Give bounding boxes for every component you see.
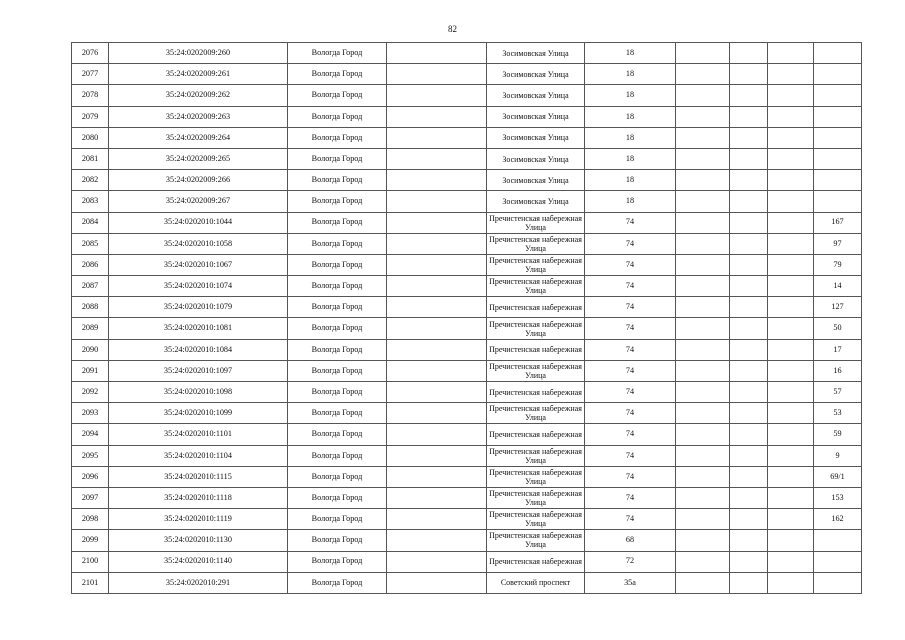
house-number-cell: 18 xyxy=(585,191,676,212)
table-row xyxy=(72,530,862,551)
empty-cell-cell xyxy=(730,43,768,64)
empty-cell-cell xyxy=(768,212,814,233)
empty-cell-cell xyxy=(676,509,730,530)
empty-cell-cell xyxy=(768,64,814,85)
house-number-cell: 18 xyxy=(585,64,676,85)
empty-cell-cell xyxy=(730,127,768,148)
apartment-number-cell: 153 xyxy=(814,487,862,508)
empty-cell-cell xyxy=(387,360,487,381)
house-number-cell: 74 xyxy=(585,487,676,508)
empty-cell-cell xyxy=(768,403,814,424)
empty-cell-cell xyxy=(768,191,814,212)
empty-cell-cell xyxy=(676,233,730,254)
row-number-cell: 2095 xyxy=(72,445,109,466)
city-cell: Вологда Город xyxy=(288,339,387,360)
row-number-cell: 2076 xyxy=(72,43,109,64)
empty-cell-cell xyxy=(676,339,730,360)
empty-cell-cell xyxy=(730,424,768,445)
city-cell: Вологда Город xyxy=(288,233,387,254)
row-number-cell: 2084 xyxy=(72,212,109,233)
street-cell: Пречистенская набережная Улица xyxy=(487,360,585,381)
empty-cell-cell xyxy=(387,445,487,466)
city-cell: Вологда Город xyxy=(288,254,387,275)
empty-cell-cell xyxy=(387,487,487,508)
row-number-cell: 2099 xyxy=(72,530,109,551)
cadastral-number-cell: 35:24:0202010:1118 xyxy=(109,487,288,508)
cadastral-number-cell: 35:24:0202010:1099 xyxy=(109,403,288,424)
street-cell: Пречистенская набережная Улица xyxy=(487,509,585,530)
table-row xyxy=(72,318,862,339)
empty-cell-cell xyxy=(730,148,768,169)
empty-cell-cell xyxy=(387,382,487,403)
empty-cell-cell xyxy=(676,530,730,551)
empty-cell-cell xyxy=(676,212,730,233)
cadastral-number-cell: 35:24:0202009:260 xyxy=(109,43,288,64)
apartment-number-cell: 14 xyxy=(814,276,862,297)
city-cell: Вологда Город xyxy=(288,276,387,297)
house-number-cell: 18 xyxy=(585,106,676,127)
row-number-cell: 2085 xyxy=(72,233,109,254)
table-row xyxy=(72,85,862,106)
house-number-cell: 74 xyxy=(585,466,676,487)
empty-cell-cell xyxy=(387,403,487,424)
empty-cell-cell xyxy=(730,276,768,297)
cadastral-number-cell: 35:24:0202010:1140 xyxy=(109,551,288,572)
city-cell: Вологда Город xyxy=(288,127,387,148)
apartment-number-cell: 69/1 xyxy=(814,466,862,487)
empty-cell-cell xyxy=(676,127,730,148)
empty-cell-cell xyxy=(387,297,487,318)
apartment-number-cell: 57 xyxy=(814,382,862,403)
empty-cell-cell xyxy=(730,445,768,466)
street-cell: Зосимовская Улица xyxy=(487,191,585,212)
street-cell: Пречистенская набережная Улица xyxy=(487,530,585,551)
cadastral-number-cell: 35:24:0202010:1104 xyxy=(109,445,288,466)
table-row xyxy=(72,64,862,85)
empty-cell-cell xyxy=(730,106,768,127)
apartment-number-cell: 17 xyxy=(814,339,862,360)
empty-cell-cell xyxy=(676,551,730,572)
apartment-number-cell: 167 xyxy=(814,212,862,233)
empty-cell-cell xyxy=(768,572,814,593)
house-number-cell: 35а xyxy=(585,572,676,593)
city-cell: Вологда Город xyxy=(288,170,387,191)
empty-cell-cell xyxy=(730,339,768,360)
house-number-cell: 72 xyxy=(585,551,676,572)
table-row xyxy=(72,191,862,212)
apartment-number-cell: 97 xyxy=(814,233,862,254)
table-row xyxy=(72,106,862,127)
street-cell: Пречистенская набережная xyxy=(487,382,585,403)
apartment-number-cell xyxy=(814,191,862,212)
street-cell: Пречистенская набережная xyxy=(487,424,585,445)
row-number-cell: 2081 xyxy=(72,148,109,169)
table-row xyxy=(72,360,862,381)
city-cell: Вологда Город xyxy=(288,148,387,169)
street-cell: Зосимовская Улица xyxy=(487,170,585,191)
empty-cell-cell xyxy=(768,106,814,127)
house-number-cell: 74 xyxy=(585,297,676,318)
empty-cell-cell xyxy=(387,85,487,106)
empty-cell-cell xyxy=(387,233,487,254)
empty-cell-cell xyxy=(387,254,487,275)
cadastral-number-cell: 35:24:0202010:1067 xyxy=(109,254,288,275)
row-number-cell: 2097 xyxy=(72,487,109,508)
street-cell: Пречистенская набережная Улица xyxy=(487,445,585,466)
empty-cell-cell xyxy=(676,424,730,445)
city-cell: Вологда Город xyxy=(288,424,387,445)
apartment-number-cell xyxy=(814,530,862,551)
empty-cell-cell xyxy=(768,509,814,530)
row-number-cell: 2100 xyxy=(72,551,109,572)
table-row xyxy=(72,43,862,64)
empty-cell-cell xyxy=(768,466,814,487)
empty-cell-cell xyxy=(768,254,814,275)
empty-cell-cell xyxy=(676,466,730,487)
apartment-number-cell xyxy=(814,127,862,148)
apartment-number-cell xyxy=(814,170,862,191)
street-cell: Пречистенская набережная Улица xyxy=(487,276,585,297)
empty-cell-cell xyxy=(730,64,768,85)
empty-cell-cell xyxy=(730,403,768,424)
cadastral-number-cell: 35:24:0202010:1101 xyxy=(109,424,288,445)
city-cell: Вологда Город xyxy=(288,487,387,508)
table-row xyxy=(72,424,862,445)
empty-cell-cell xyxy=(387,43,487,64)
empty-cell-cell xyxy=(768,445,814,466)
row-number-cell: 2101 xyxy=(72,572,109,593)
row-number-cell: 2089 xyxy=(72,318,109,339)
street-cell: Зосимовская Улица xyxy=(487,64,585,85)
cadastral-number-cell: 35:24:0202010:1084 xyxy=(109,339,288,360)
empty-cell-cell xyxy=(768,297,814,318)
house-number-cell: 74 xyxy=(585,360,676,381)
city-cell: Вологда Город xyxy=(288,572,387,593)
empty-cell-cell xyxy=(387,551,487,572)
apartment-number-cell xyxy=(814,64,862,85)
cadastral-number-cell: 35:24:0202009:265 xyxy=(109,148,288,169)
empty-cell-cell xyxy=(676,191,730,212)
row-number-cell: 2080 xyxy=(72,127,109,148)
street-cell: Зосимовская Улица xyxy=(487,127,585,148)
row-number-cell: 2092 xyxy=(72,382,109,403)
city-cell: Вологда Город xyxy=(288,466,387,487)
house-number-cell: 74 xyxy=(585,233,676,254)
house-number-cell: 74 xyxy=(585,445,676,466)
empty-cell-cell xyxy=(676,445,730,466)
row-number-cell: 2078 xyxy=(72,85,109,106)
row-number-cell: 2098 xyxy=(72,509,109,530)
empty-cell-cell xyxy=(387,466,487,487)
apartment-number-cell: 127 xyxy=(814,297,862,318)
cadastral-number-cell: 35:24:0202010:1115 xyxy=(109,466,288,487)
city-cell: Вологда Город xyxy=(288,64,387,85)
street-cell: Пречистенская набережная Улица xyxy=(487,318,585,339)
cadastral-number-cell: 35:24:0202010:1081 xyxy=(109,318,288,339)
street-cell: Пречистенская набережная Улица xyxy=(487,233,585,254)
city-cell: Вологда Город xyxy=(288,382,387,403)
street-cell: Пречистенская набережная Улица xyxy=(487,466,585,487)
table-row xyxy=(72,466,862,487)
cadastral-number-cell: 35:24:0202009:261 xyxy=(109,64,288,85)
empty-cell-cell xyxy=(730,297,768,318)
table-row xyxy=(72,339,862,360)
street-cell: Зосимовская Улица xyxy=(487,85,585,106)
house-number-cell: 74 xyxy=(585,318,676,339)
empty-cell-cell xyxy=(768,360,814,381)
house-number-cell: 74 xyxy=(585,254,676,275)
empty-cell-cell xyxy=(730,360,768,381)
empty-cell-cell xyxy=(387,191,487,212)
empty-cell-cell xyxy=(387,530,487,551)
empty-cell-cell xyxy=(387,127,487,148)
house-number-cell: 74 xyxy=(585,382,676,403)
empty-cell-cell xyxy=(676,297,730,318)
house-number-cell: 18 xyxy=(585,127,676,148)
cadastral-number-cell: 35:24:0202009:262 xyxy=(109,85,288,106)
city-cell: Вологда Город xyxy=(288,318,387,339)
row-number-cell: 2088 xyxy=(72,297,109,318)
cadastral-number-cell: 35:24:0202009:267 xyxy=(109,191,288,212)
cadastral-number-cell: 35:24:0202010:1130 xyxy=(109,530,288,551)
street-cell: Пречистенская набережная Улица xyxy=(487,487,585,508)
empty-cell-cell xyxy=(768,85,814,106)
city-cell: Вологда Город xyxy=(288,530,387,551)
empty-cell-cell xyxy=(676,276,730,297)
registry-table xyxy=(71,42,862,594)
apartment-number-cell: 9 xyxy=(814,445,862,466)
house-number-cell: 74 xyxy=(585,212,676,233)
empty-cell-cell xyxy=(387,148,487,169)
row-number-cell: 2082 xyxy=(72,170,109,191)
table-row xyxy=(72,297,862,318)
cadastral-number-cell: 35:24:0202009:266 xyxy=(109,170,288,191)
table-row xyxy=(72,212,862,233)
street-cell: Советский проспект xyxy=(487,572,585,593)
apartment-number-cell: 79 xyxy=(814,254,862,275)
empty-cell-cell xyxy=(676,487,730,508)
empty-cell-cell xyxy=(676,403,730,424)
empty-cell-cell xyxy=(768,487,814,508)
empty-cell-cell xyxy=(730,233,768,254)
city-cell: Вологда Город xyxy=(288,191,387,212)
row-number-cell: 2077 xyxy=(72,64,109,85)
cadastral-number-cell: 35:24:0202010:291 xyxy=(109,572,288,593)
house-number-cell: 18 xyxy=(585,148,676,169)
table-row xyxy=(72,276,862,297)
empty-cell-cell xyxy=(768,318,814,339)
row-number-cell: 2093 xyxy=(72,403,109,424)
empty-cell-cell xyxy=(730,254,768,275)
street-cell: Зосимовская Улица xyxy=(487,106,585,127)
row-number-cell: 2094 xyxy=(72,424,109,445)
empty-cell-cell xyxy=(676,43,730,64)
cadastral-number-cell: 35:24:0202010:1074 xyxy=(109,276,288,297)
empty-cell-cell xyxy=(730,382,768,403)
table-row xyxy=(72,382,862,403)
table-row xyxy=(72,445,862,466)
house-number-cell: 74 xyxy=(585,509,676,530)
apartment-number-cell xyxy=(814,148,862,169)
cadastral-number-cell: 35:24:0202009:263 xyxy=(109,106,288,127)
empty-cell-cell xyxy=(676,360,730,381)
table-row xyxy=(72,254,862,275)
cadastral-number-cell: 35:24:0202010:1119 xyxy=(109,509,288,530)
empty-cell-cell xyxy=(387,572,487,593)
city-cell: Вологда Город xyxy=(288,43,387,64)
street-cell: Пречистенская набережная xyxy=(487,297,585,318)
city-cell: Вологда Город xyxy=(288,106,387,127)
empty-cell-cell xyxy=(676,382,730,403)
apartment-number-cell: 162 xyxy=(814,509,862,530)
street-cell: Зосимовская Улица xyxy=(487,148,585,169)
city-cell: Вологда Город xyxy=(288,212,387,233)
empty-cell-cell xyxy=(387,509,487,530)
empty-cell-cell xyxy=(768,233,814,254)
table-row xyxy=(72,551,862,572)
empty-cell-cell xyxy=(676,106,730,127)
empty-cell-cell xyxy=(730,318,768,339)
city-cell: Вологда Город xyxy=(288,551,387,572)
empty-cell-cell xyxy=(676,148,730,169)
empty-cell-cell xyxy=(387,212,487,233)
table-row xyxy=(72,509,862,530)
apartment-number-cell: 59 xyxy=(814,424,862,445)
city-cell: Вологда Город xyxy=(288,297,387,318)
city-cell: Вологда Город xyxy=(288,360,387,381)
table-row xyxy=(72,403,862,424)
empty-cell-cell xyxy=(676,572,730,593)
street-cell: Пречистенская набережная Улица xyxy=(487,212,585,233)
empty-cell-cell xyxy=(676,85,730,106)
street-cell: Зосимовская Улица xyxy=(487,43,585,64)
house-number-cell: 74 xyxy=(585,424,676,445)
empty-cell-cell xyxy=(387,339,487,360)
empty-cell-cell xyxy=(768,43,814,64)
cadastral-number-cell: 35:24:0202010:1044 xyxy=(109,212,288,233)
empty-cell-cell xyxy=(730,85,768,106)
empty-cell-cell xyxy=(768,339,814,360)
row-number-cell: 2079 xyxy=(72,106,109,127)
house-number-cell: 74 xyxy=(585,403,676,424)
empty-cell-cell xyxy=(387,318,487,339)
empty-cell-cell xyxy=(730,191,768,212)
apartment-number-cell xyxy=(814,85,862,106)
table-row xyxy=(72,487,862,508)
empty-cell-cell xyxy=(387,424,487,445)
street-cell: Пречистенская набережная Улица xyxy=(487,403,585,424)
empty-cell-cell xyxy=(387,276,487,297)
apartment-number-cell: 50 xyxy=(814,318,862,339)
empty-cell-cell xyxy=(730,487,768,508)
house-number-cell: 18 xyxy=(585,43,676,64)
city-cell: Вологда Город xyxy=(288,509,387,530)
empty-cell-cell xyxy=(676,254,730,275)
city-cell: Вологда Город xyxy=(288,445,387,466)
empty-cell-cell xyxy=(768,382,814,403)
empty-cell-cell xyxy=(730,466,768,487)
house-number-cell: 74 xyxy=(585,339,676,360)
apartment-number-cell xyxy=(814,551,862,572)
street-cell: Пречистенская набережная xyxy=(487,551,585,572)
cadastral-number-cell: 35:24:0202009:264 xyxy=(109,127,288,148)
cadastral-number-cell: 35:24:0202010:1079 xyxy=(109,297,288,318)
empty-cell-cell xyxy=(768,127,814,148)
table-row xyxy=(72,170,862,191)
city-cell: Вологда Город xyxy=(288,403,387,424)
empty-cell-cell xyxy=(730,170,768,191)
row-number-cell: 2090 xyxy=(72,339,109,360)
empty-cell-cell xyxy=(730,509,768,530)
page-number: 82 xyxy=(448,24,457,34)
row-number-cell: 2091 xyxy=(72,360,109,381)
empty-cell-cell xyxy=(768,276,814,297)
house-number-cell: 18 xyxy=(585,170,676,191)
row-number-cell: 2083 xyxy=(72,191,109,212)
empty-cell-cell xyxy=(730,530,768,551)
cadastral-number-cell: 35:24:0202010:1098 xyxy=(109,382,288,403)
row-number-cell: 2096 xyxy=(72,466,109,487)
row-number-cell: 2086 xyxy=(72,254,109,275)
row-number-cell: 2087 xyxy=(72,276,109,297)
empty-cell-cell xyxy=(730,551,768,572)
empty-cell-cell xyxy=(768,424,814,445)
house-number-cell: 68 xyxy=(585,530,676,551)
street-cell: Пречистенская набережная xyxy=(487,339,585,360)
apartment-number-cell xyxy=(814,572,862,593)
empty-cell-cell xyxy=(768,551,814,572)
cadastral-number-cell: 35:24:0202010:1097 xyxy=(109,360,288,381)
empty-cell-cell xyxy=(730,212,768,233)
empty-cell-cell xyxy=(676,170,730,191)
table-row xyxy=(72,127,862,148)
table-row xyxy=(72,233,862,254)
empty-cell-cell xyxy=(387,106,487,127)
empty-cell-cell xyxy=(387,64,487,85)
apartment-number-cell: 53 xyxy=(814,403,862,424)
empty-cell-cell xyxy=(730,572,768,593)
empty-cell-cell xyxy=(768,530,814,551)
apartment-number-cell: 16 xyxy=(814,360,862,381)
registry-rows xyxy=(72,43,862,594)
apartment-number-cell xyxy=(814,106,862,127)
table-row xyxy=(72,148,862,169)
empty-cell-cell xyxy=(768,148,814,169)
city-cell: Вологда Город xyxy=(288,85,387,106)
empty-cell-cell xyxy=(387,170,487,191)
house-number-cell: 18 xyxy=(585,85,676,106)
house-number-cell: 74 xyxy=(585,276,676,297)
apartment-number-cell xyxy=(814,43,862,64)
street-cell: Пречистенская набережная Улица xyxy=(487,254,585,275)
cadastral-number-cell: 35:24:0202010:1058 xyxy=(109,233,288,254)
empty-cell-cell xyxy=(676,64,730,85)
table-row xyxy=(72,572,862,593)
empty-cell-cell xyxy=(676,318,730,339)
empty-cell-cell xyxy=(768,170,814,191)
